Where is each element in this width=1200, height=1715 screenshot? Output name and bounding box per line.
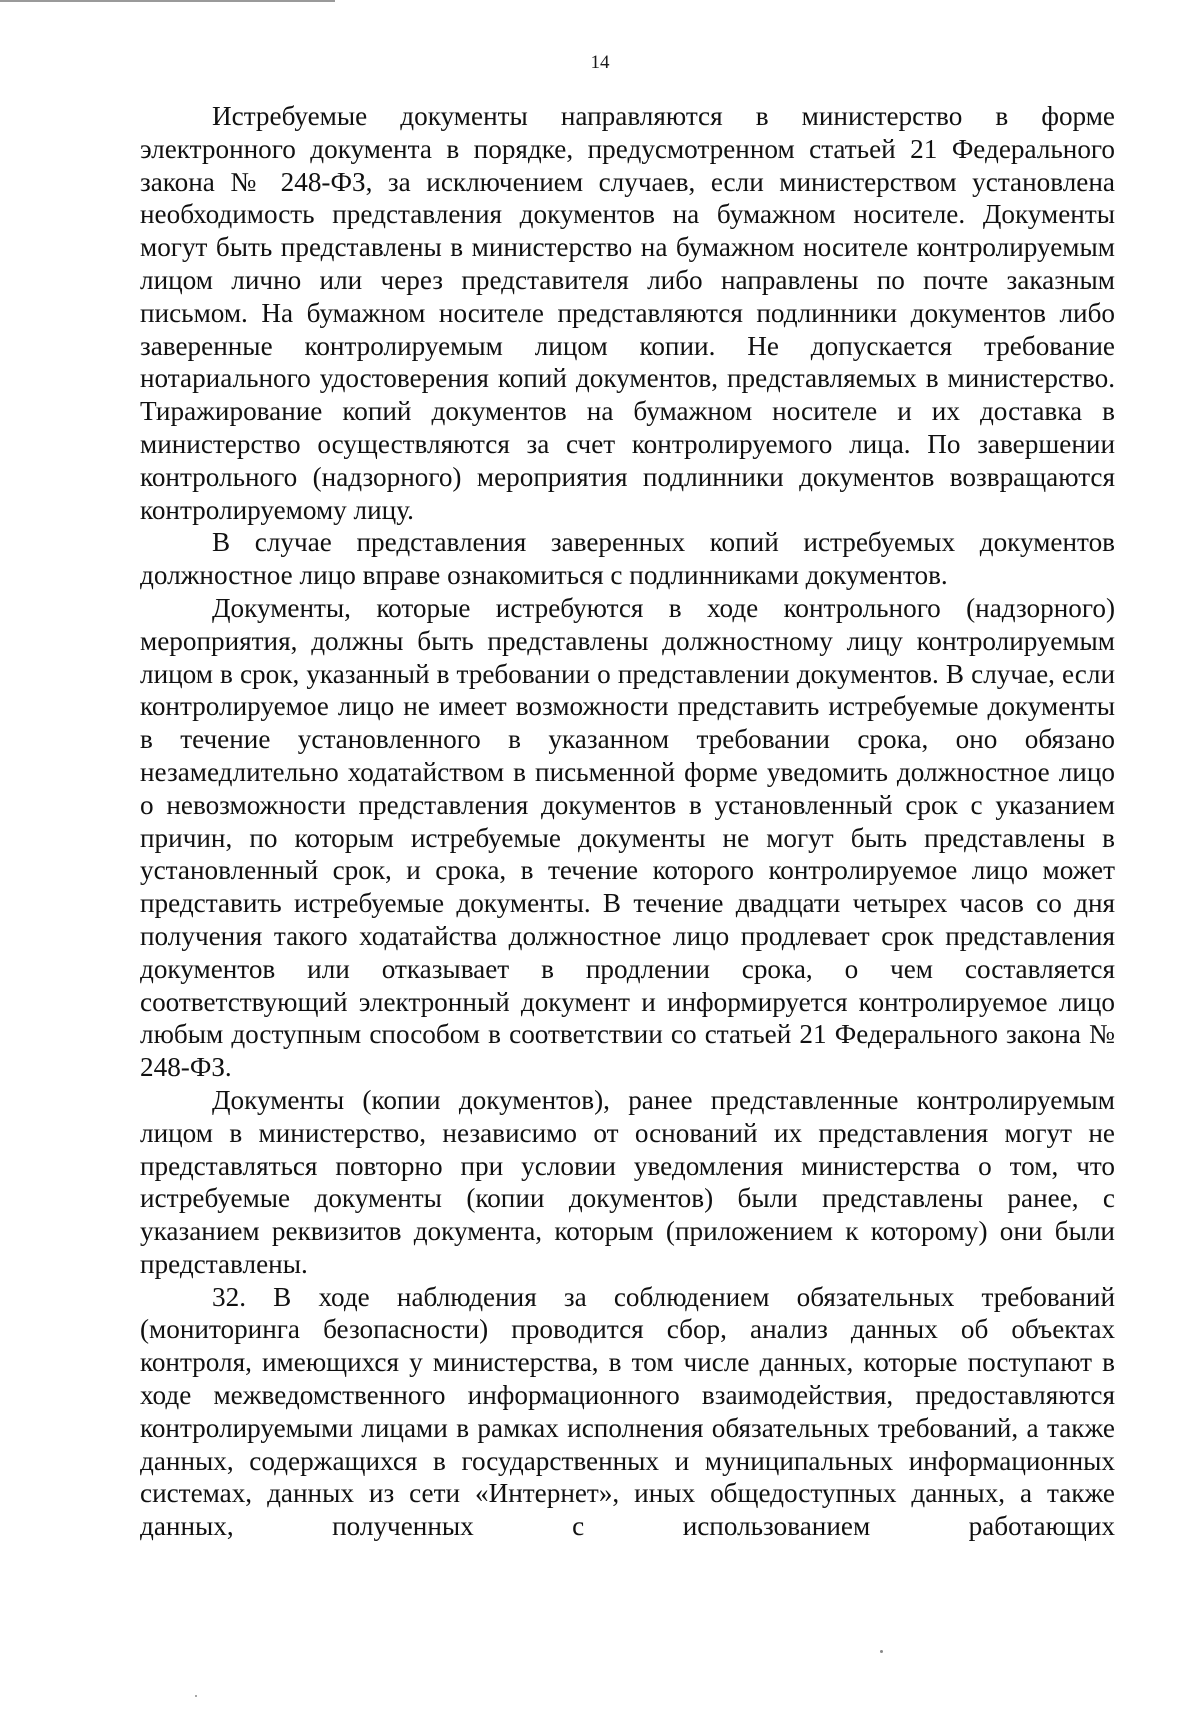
paragraph-certified-copies: В случае представления заверенных копий истребуемых документов должностное лицо вправе ознакомиться с подлинниками документов. bbox=[140, 527, 1115, 591]
scan-speck bbox=[880, 1650, 883, 1653]
scan-edge-line bbox=[0, 0, 335, 2]
page-number: 14 bbox=[590, 52, 610, 73]
scan-speck bbox=[195, 1695, 197, 1697]
document-body bbox=[140, 100, 1115, 1543]
paragraph-32-observation: 32. В ходе наблюдения за соблюдением обязательных требований (мониторинга безопасности) проводится сбор, анализ данных об объектах контроля, имеющихся у министерства, в том числе данных, которые поступают в ходе межведомственного информационного взаимодействия, предоставляются контролируемыми лицами в рамках исполнения обязательных требований, а также данных, содержащихся в государственных и муниципальных информационных системах, данных из сети «Интернет», иных общедоступных данных, а также данных, полученных с использованием работающих bbox=[140, 1281, 1115, 1542]
paragraph-submission-deadline: Документы, которые истребуются в ходе контрольного (надзорного) мероприятия, должны быть представлены должностному лицу контролируемым лицом в срок, указанный в требовании о представлении документов. В случае, если контролируемое лицо не имеет возможности представить истребуемые документы в течение установленного в указанном требовании срока, оно обязано незамедлительно ходатайством в письменной форме уведомить должностное лицо о невозможности представления документов в установленный срок с указанием причин, по которым истребуемые документы не могут быть представлены в установленный срок, и срока, в течение которого контролируемое лицо может представить истребуемые документы. В течение двадцати четырех часов со дня получения такого ходатайства должностное лицо продлевает срок представления документов или отказывает в продлении срока, о чем составляется соответствующий электронный документ и информируется контролируемое лицо любым доступным способом в соответствии со статьей 21 Федерального закона № 248-ФЗ. bbox=[140, 592, 1115, 1083]
paragraph-requested-documents: Истребуемые документы направляются в министерство в форме электронного документа в порядке, предусмотренном статьей 21 Федерального закона № 248-ФЗ, за исключением случаев, если министерством установлена необходимость представления документов на бумажном носителе. Документы могут быть представлены в министерство на бумажном носителе контролируемым лицом лично или через представителя либо направлены по почте заказным письмом. На бумажном носителе представляются подлинники документов либо заверенные контролируемым лицом копии. Не допускается требование нотариального удостоверения копий документов, представляемых в министерство. Тиражирование копий документов на бумажном носителе и их доставка в министерство осуществляются за счет контролируемого лица. По завершении контрольного (надзорного) мероприятия подлинники документов возвращаются контролируемому лицу. bbox=[140, 101, 1115, 525]
paragraph-previously-submitted: Документы (копии документов), ранее представленные контролируемым лицом в министерство, независимо от оснований их представления могут не представляться повторно при условии уведомления министерства о том, что истребуемые документы (копии документов) были представлены ранее, с указанием реквизитов документа, которым (приложением к которому) они были представлены. bbox=[140, 1084, 1115, 1279]
